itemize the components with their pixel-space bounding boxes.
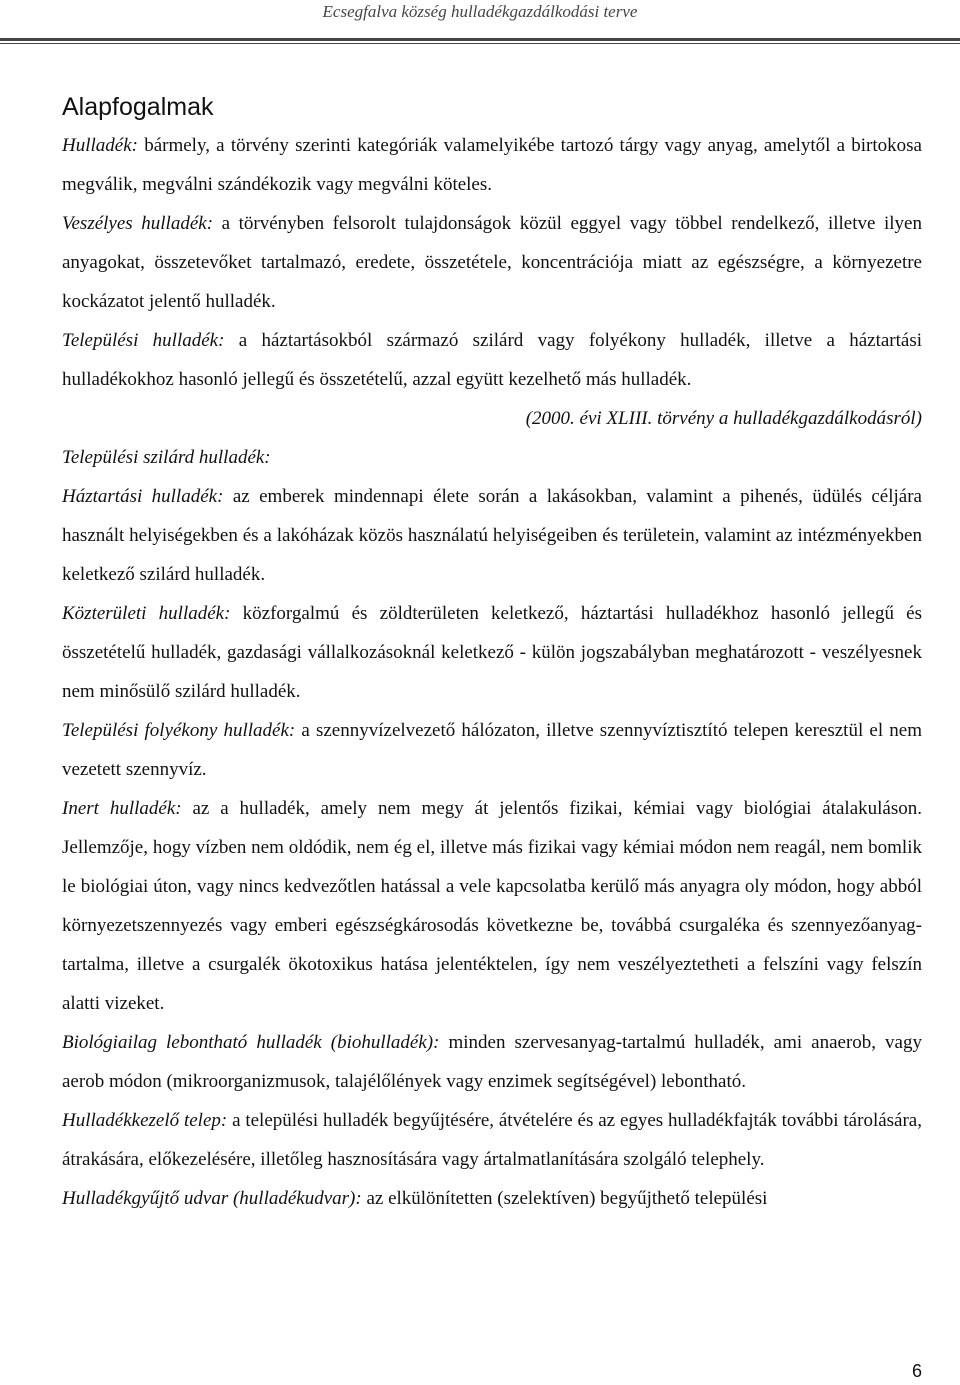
header-title: Ecsegfalva község hulladékgazdálkodási terve	[322, 2, 638, 21]
definition-term: Biológiailag lebontható hulladék (biohulladék):	[62, 1032, 440, 1053]
document-body	[62, 88, 922, 1218]
definition-veszelyes-hulladek	[62, 204, 922, 321]
definition-hulladekkezelo-telep	[62, 1101, 922, 1179]
definition-text: a háztartásokból származó szilárd vagy folyékony hulladék, illetve a háztartási hulladékokhoz hasonló jellegű és összetételű, azzal együtt kezelhető más hulladék.	[62, 330, 922, 390]
definition-kozteruleti-hulladek	[62, 594, 922, 711]
definition-term: Hulladék:	[62, 135, 138, 156]
definition-biohulladek	[62, 1023, 922, 1101]
definition-text: az elkülönítetten (szelektíven) begyűjthető települési	[361, 1188, 768, 1209]
definition-term: Települési folyékony hulladék:	[62, 720, 296, 741]
section-heading: Alapfogalmak	[62, 93, 214, 121]
definition-text: minden szervesanyag-tartalmú hulladék, ami anaerob, vagy aerob módon (mikroorganizmusok, talajélőlények vagy enzimek segítségével) lebontható.	[62, 1032, 922, 1092]
definition-term: Veszélyes hulladék:	[62, 213, 214, 234]
definition-term: Települési hulladék:	[62, 330, 225, 351]
definition-text: bármely, a törvény szerinti kategóriák valamelyikébe tartozó tárgy vagy anyag, amelytől a birtokosa megválik, megválni szándékozik vagy megválni köteles.	[62, 135, 922, 195]
definition-inert-hulladek	[62, 789, 922, 1023]
definition-folyekony-hulladek	[62, 711, 922, 789]
subheading-telepulesi-szilard: Települési szilárd hulladék:	[62, 447, 271, 468]
header-rule-thin	[0, 43, 960, 44]
definition-term: Hulladékgyűjtő udvar (hulladékudvar):	[62, 1188, 362, 1209]
header-rule-thick	[0, 38, 960, 41]
definition-hulladek	[62, 126, 922, 204]
law-citation: (2000. évi XLIII. törvény a hulladékgazdálkodásról)	[525, 408, 922, 429]
page-header	[0, 0, 960, 38]
definition-term: Háztartási hulladék:	[62, 486, 224, 507]
definition-term: Közterületi hulladék:	[62, 603, 231, 624]
definition-text: az a hulladék, amely nem megy át jelentős fizikai, kémiai vagy biológiai átalakuláson. Jellemzője, hogy vízben nem oldódik, nem ég el, illetve más fizikai vagy kémiai módon nem reagál, nem bomlik le biológiai úton, vagy nincs kedvezőtlen hatással a vele kapcsolatba kerülő más anyagra oly módon, hogy abból környezetszennyezés vagy emberi egészségkárosodás következne be, továbbá csurgaléka és szennyezőanyag-tartalma, illetve a csurgalék ökotoxikus hatása jelentéktelen, így nem veszélyeztetheti a felszíni vagy felszín alatti vizeket.	[62, 798, 922, 1014]
definition-term: Hulladékkezelő telep:	[62, 1110, 228, 1131]
definition-telepulesi-hulladek	[62, 321, 922, 399]
definition-text: közforgalmú és zöldterületen keletkező, háztartási hulladékhoz hasonló jellegű és összetételű hulladék, gazdasági vállalkozásoknál keletkező - külön jogszabályban meghatározott - veszélyesnek nem minősülő szilárd hulladék.	[62, 603, 922, 702]
definition-text: a szennyvízelvezető hálózaton, illetve szennyvíztisztító telepen keresztül el nem vezetett szennyvíz.	[62, 720, 922, 780]
definition-text: a települési hulladék begyűjtésére, átvételére és az egyes hulladékfajták további tárolására, átrakására, előkezelésére, illetőleg hasznosítására vagy ártalmatlanítására szolgáló telephely.	[62, 1110, 922, 1170]
definition-term: Inert hulladék:	[62, 798, 182, 819]
definition-text: a törvényben felsorolt tulajdonságok közül eggyel vagy többel rendelkező, illetve ilyen anyagokat, összetevőket tartalmazó, eredete, összetétele, koncentrációja miatt az egészségre, a környezetre kockázatot jelentő hulladék.	[62, 213, 922, 312]
definition-hulladekudvar	[62, 1179, 922, 1218]
page-number: 6	[911, 1361, 922, 1381]
definition-haztartasi-hulladek	[62, 477, 922, 594]
definition-text: az emberek mindennapi élete során a lakásokban, valamint a pihenés, üdülés céljára használt helyiségekben és a lakóházak közös használatú helyiségeiben és területein, valamint az intézményekben keletkező szilárd hulladék.	[62, 486, 922, 585]
